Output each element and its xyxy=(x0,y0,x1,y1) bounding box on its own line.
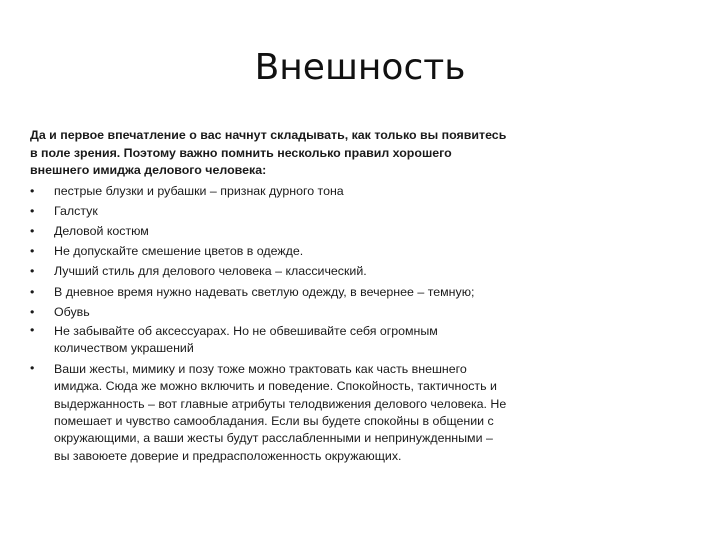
slide-body xyxy=(30,127,510,467)
bullet-list xyxy=(30,181,510,468)
list-item xyxy=(30,261,510,281)
bullet-marker: • xyxy=(30,264,35,279)
list-item xyxy=(30,302,510,322)
list-item xyxy=(30,181,510,201)
list-item-text: Лучший стиль для делового человека – классический. xyxy=(54,264,367,279)
list-item-text: Ваши жесты, мимику и позу тоже можно трактовать как часть внешнего имиджа. Сюда же можно включить и поведение. Спокойность, тактичность и выдержанность – вот главные атрибуты телодвижения делового человека. Не помешает и чувство самообладания. Если вы будете спокойны в общении с окружающими, а ваши жесты будут расслабленными и непринужденными – вы завоюете доверие и предрасположенность окружающих. xyxy=(54,361,507,463)
list-item xyxy=(30,241,510,261)
intro-paragraph: Да и первое впечатление о вас начнут складывать, как только вы появитесь в поле зрения. Поэтому важно помнить несколько правил хорошего внешнего имиджа делового человека: xyxy=(30,128,507,177)
bullet-marker: • xyxy=(30,304,35,319)
list-item-text: пестрые блузки и рубашки – признак дурного тона xyxy=(54,183,344,198)
list-item-text: Обувь xyxy=(54,304,90,319)
bullet-marker: • xyxy=(30,244,35,259)
bullet-marker: • xyxy=(30,360,35,375)
list-item-text: Не забывайте об аксессуарах. Но не обвешивайте себя огромным количеством украшений xyxy=(54,323,438,356)
bullet-marker: • xyxy=(30,284,35,299)
bullet-marker: • xyxy=(30,183,35,198)
bullet-marker: • xyxy=(30,203,35,218)
list-item xyxy=(30,201,510,221)
slide-title: Внешность xyxy=(254,47,466,88)
list-item-text: Галстук xyxy=(54,203,98,218)
list-item xyxy=(30,282,510,302)
list-item-text: Деловой костюм xyxy=(54,223,149,238)
list-item xyxy=(30,360,510,467)
list-item-text: Не допускайте смешение цветов в одежде. xyxy=(54,244,304,259)
list-item xyxy=(30,322,510,360)
bullet-marker: • xyxy=(30,223,35,238)
bullet-marker: • xyxy=(30,322,35,337)
list-item xyxy=(30,221,510,241)
list-item-text: В дневное время нужно надевать светлую одежду, в вечернее – темную; xyxy=(54,284,475,299)
